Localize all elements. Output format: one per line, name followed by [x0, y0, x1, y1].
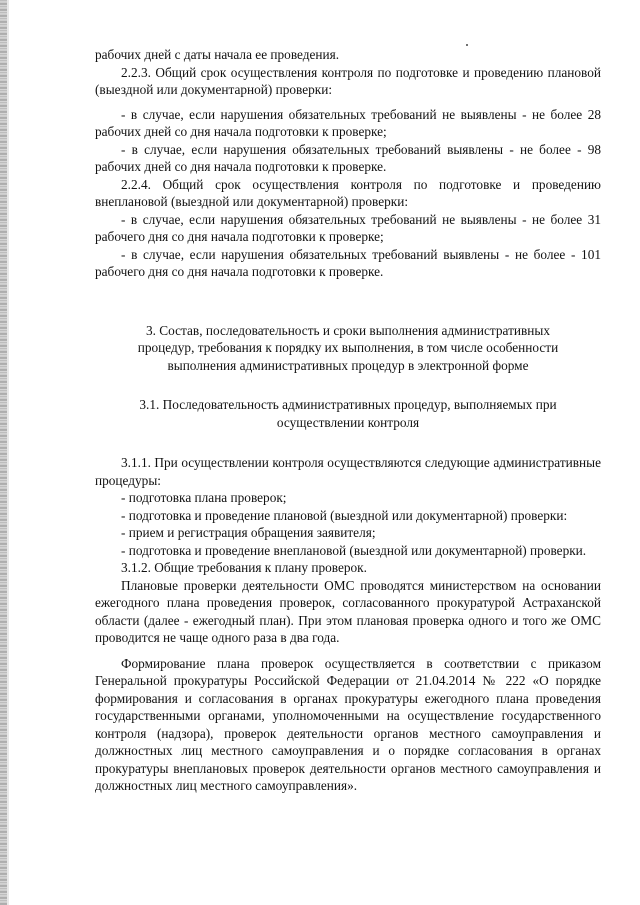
list-item: - в случае, если нарушения обязательных требований выявлены - не более - 101 рабочего дня со дня начала подготовки к проверке.: [95, 246, 601, 279]
list-item: - в случае, если нарушения обязательных требований не выявлены - не более 31 рабочего дня со дня начала подготовки к проверке;: [95, 211, 601, 244]
list-item: - подготовка и проведение плановой (выездной или документарной) проверки:: [121, 507, 568, 523]
paragraph: 2.2.3. Общий срок осуществления контроля по подготовке и проведению плановой (выездной или документарной) проверки:: [95, 64, 601, 97]
list-item: - подготовка и проведение внеплановой (выездной или документарной) проверки.: [121, 542, 587, 558]
paragraph: Плановые проверки деятельности ОМС проводятся министерством на основании ежегодного плана проведения проверок, согласованного прокуратурой Астраханской области (далее - ежегодный план). При этом плановая проверка одного и того же ОМС проводится не чаще одного раза в два года.: [95, 577, 601, 645]
list-item: - в случае, если нарушения обязательных требований выявлены - не более - 98 рабочих дней со дня начала подготовки к проверке.: [95, 141, 601, 174]
list-item: - прием и регистрация обращения заявителя;: [121, 525, 376, 540]
scan-left-edge: [0, 0, 7, 905]
list-item: - подготовка плана проверок;: [121, 490, 287, 505]
document-page: [95, 46, 601, 795]
paragraph: рабочих дней с даты начала ее проведения.: [95, 47, 340, 62]
paragraph: 2.2.4. Общий срок осуществления контроля по подготовке и проведению внеплановой (выездной или документарной) проверки:: [95, 176, 601, 209]
paragraph: 3.1.2. Общие требования к плану проверок.: [121, 560, 367, 575]
list-item: - в случае, если нарушения обязательных требований не выявлены - не более 28 рабочих дней со дня начала подготовки к проверке;: [95, 106, 601, 139]
paragraph: Формирование плана проверок осуществляется в соответствии с приказом Генеральной прокуратуры Российской Федерации от 21.04.2014 № 222 «О порядке формирования и согласования в органах прокуратуры ежегодного плана проведения государственными органами, уполномоченными на осуществление государственного контроля (надзора), проверок деятельности органов местного самоуправления и должностных лиц местного самоуправления и о порядке согласования в органах прокуратуры внеплановых проверок деятельности органов местного самоуправления и должностных лиц местного самоуправления».: [95, 655, 601, 793]
section-heading: 3. Состав, последовательность и сроки выполнения административных процедур, требования к порядку их выполнения, в том числе особенности выполнения административных процедур в электронной форме: [137, 322, 559, 373]
subsection-heading: 3.1. Последовательность административных процедур, выполняемых при осуществлении контроля: [139, 397, 557, 430]
paragraph: 3.1.1. При осуществлении контроля осуществляются следующие административные процедуры:: [95, 455, 601, 488]
scan-left-edge-shadow: [7, 0, 9, 905]
